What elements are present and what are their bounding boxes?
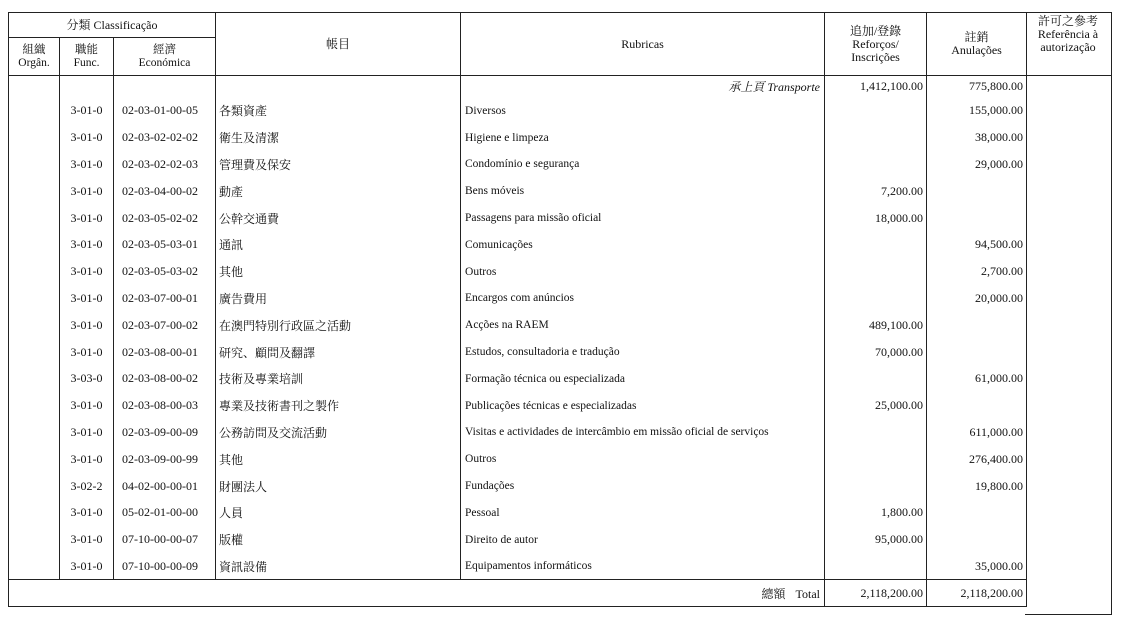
table-row — [9, 258, 1027, 285]
org-header-zh: 組織 — [22, 43, 46, 56]
anulacoes-header — [927, 13, 1027, 76]
func-code: 3-01-0 — [60, 339, 114, 366]
func-code: 3-01-0 — [60, 446, 114, 473]
econ-code: 02-03-04-00-02 — [114, 178, 216, 205]
table-row — [9, 446, 1027, 473]
reforcos-amount — [825, 365, 927, 392]
anulacoes-amount: 38,000.00 — [927, 124, 1027, 151]
func-code: 3-01-0 — [60, 526, 114, 553]
func-code: 3-01-0 — [60, 553, 114, 580]
rubrica-pt: Outros — [461, 446, 825, 473]
anulacoes-amount: 35,000.00 — [927, 553, 1027, 580]
anulacoes-header-zh: 註銷 — [964, 30, 989, 44]
func-code: 3-01-0 — [60, 392, 114, 419]
chapter-zh: 其他 — [216, 446, 461, 473]
total-row — [9, 580, 1027, 607]
rubrica-pt: Formação técnica ou especializada — [461, 365, 825, 392]
org-cell — [9, 526, 60, 553]
org-header-pt: Orgân. — [18, 56, 50, 69]
econ-code: 05-02-01-00-00 — [114, 499, 216, 526]
org-cell — [9, 231, 60, 258]
transport-label-pt: Transporte — [767, 80, 821, 95]
func-code: 3-01-0 — [60, 419, 114, 446]
reforcos-amount — [825, 151, 927, 178]
reforcos-amount — [825, 258, 927, 285]
reforcos-amount — [825, 553, 927, 580]
reforcos-amount: 95,000.00 — [825, 526, 927, 553]
table-row — [9, 231, 1027, 258]
table-body — [9, 76, 1027, 580]
anulacoes-amount: 94,500.00 — [927, 231, 1027, 258]
anulacoes-amount: 155,000.00 — [927, 98, 1027, 125]
chapter-zh: 公幹交通費 — [216, 205, 461, 232]
org-cell — [9, 392, 60, 419]
org-cell — [9, 285, 60, 312]
reforcos-amount — [825, 446, 927, 473]
total-label-pt: Total — [795, 586, 821, 601]
reference-header-pt2: autorização — [1040, 40, 1096, 54]
reference-header-pt1: Referência à — [1037, 27, 1099, 41]
anulacoes-amount: 19,800.00 — [927, 473, 1027, 500]
table-row — [9, 312, 1027, 339]
transport-label-zh: 承上頁 — [728, 80, 765, 95]
rubricas-header: Rubricas — [461, 13, 825, 76]
rubrica-pt: Condomínio e segurança — [461, 151, 825, 178]
rubrica-pt: Publicações técnicas e especializadas — [461, 392, 825, 419]
chapter-zh: 版權 — [216, 526, 461, 553]
reference-header-zh: 許可之參考 — [1037, 14, 1098, 28]
reforcos-amount: 25,000.00 — [825, 392, 927, 419]
chapter-zh: 通訊 — [216, 231, 461, 258]
org-cell — [9, 499, 60, 526]
chapter-header: 帳目 — [216, 13, 461, 76]
reforcos-header-zh: 追加/登錄 — [849, 23, 902, 38]
rubrica-pt: Encargos com anúncios — [461, 285, 825, 312]
reforcos-header — [825, 13, 927, 76]
econ-header-pt: Económica — [138, 56, 191, 69]
table-row — [9, 178, 1027, 205]
table-row — [9, 339, 1027, 366]
org-cell — [9, 446, 60, 473]
table-row — [9, 419, 1027, 446]
anulacoes-amount — [927, 526, 1027, 553]
anulacoes-amount — [927, 339, 1027, 366]
econ-code: 02-03-08-00-02 — [114, 365, 216, 392]
econ-code: 02-03-08-00-01 — [114, 339, 216, 366]
org-cell — [9, 312, 60, 339]
org-cell — [9, 258, 60, 285]
func-code: 3-01-0 — [60, 231, 114, 258]
anulacoes-amount — [927, 499, 1027, 526]
classification-header: 分類 Classificação — [9, 13, 216, 38]
econ-header-zh: 經濟 — [153, 43, 176, 56]
func-code: 3-01-0 — [60, 205, 114, 232]
econ-code: 02-03-02-02-03 — [114, 151, 216, 178]
reforcos-amount — [825, 98, 927, 125]
func-code: 3-02-2 — [60, 473, 114, 500]
chapter-zh: 衛生及清潔 — [216, 124, 461, 151]
transport-anulacoes: 775,800.00 — [927, 76, 1027, 98]
org-cell — [9, 553, 60, 580]
func-header — [60, 38, 114, 76]
reforcos-amount: 489,100.00 — [825, 312, 927, 339]
org-cell — [9, 473, 60, 500]
anulacoes-amount: 611,000.00 — [927, 419, 1027, 446]
chapter-zh: 財團法人 — [216, 473, 461, 500]
econ-code: 02-03-08-00-03 — [114, 392, 216, 419]
table-row — [9, 473, 1027, 500]
rubrica-pt: Pessoal — [461, 499, 825, 526]
func-code: 3-01-0 — [60, 499, 114, 526]
rubrica-pt: Direito de autor — [461, 526, 825, 553]
org-cell — [9, 151, 60, 178]
anulacoes-amount: 2,700.00 — [927, 258, 1027, 285]
func-code: 3-03-0 — [60, 365, 114, 392]
func-code: 3-01-0 — [60, 258, 114, 285]
econ-code: 02-03-05-03-01 — [114, 231, 216, 258]
rubrica-pt: Estudos, consultadoria e tradução — [461, 339, 825, 366]
chapter-zh: 在澳門特別行政區之活動 — [216, 312, 461, 339]
table-row — [9, 365, 1027, 392]
econ-code: 02-03-02-02-02 — [114, 124, 216, 151]
total-anulacoes: 2,118,200.00 — [927, 580, 1027, 607]
chapter-zh: 專業及技術書刊之製作 — [216, 392, 461, 419]
table-row — [9, 392, 1027, 419]
table-row — [9, 98, 1027, 125]
func-code: 3-01-0 — [60, 151, 114, 178]
transport-label — [461, 76, 825, 98]
chapter-zh: 各類資產 — [216, 98, 461, 125]
chapter-zh: 資訊設備 — [216, 553, 461, 580]
reforcos-amount — [825, 285, 927, 312]
func-code: 3-01-0 — [60, 285, 114, 312]
econ-code: 02-03-07-00-02 — [114, 312, 216, 339]
anulacoes-amount: 29,000.00 — [927, 151, 1027, 178]
econ-code: 02-03-09-00-09 — [114, 419, 216, 446]
total-label-zh: 總額 — [761, 586, 786, 601]
org-cell — [9, 178, 60, 205]
func-header-zh: 職能 — [75, 43, 98, 56]
org-header — [9, 38, 60, 76]
reforcos-header-pt2: Inscrições — [851, 49, 900, 64]
transport-reforcos: 1,412,100.00 — [825, 76, 927, 98]
econ-code: 07-10-00-00-07 — [114, 526, 216, 553]
table-row — [9, 205, 1027, 232]
rubrica-pt: Equipamentos informáticos — [461, 553, 825, 580]
econ-code: 07-10-00-00-09 — [114, 553, 216, 580]
anulacoes-amount: 276,400.00 — [927, 446, 1027, 473]
anulacoes-amount — [927, 312, 1027, 339]
anulacoes-amount — [927, 392, 1027, 419]
reference-header — [1025, 13, 1111, 76]
func-code: 3-01-0 — [60, 178, 114, 205]
org-cell — [9, 124, 60, 151]
total-label — [461, 580, 825, 607]
func-code: 3-01-0 — [60, 98, 114, 125]
econ-code: 02-03-05-03-02 — [114, 258, 216, 285]
rubrica-pt: Fundações — [461, 473, 825, 500]
reforcos-amount: 1,800.00 — [825, 499, 927, 526]
reference-column — [1025, 12, 1112, 615]
reforcos-amount — [825, 419, 927, 446]
chapter-zh: 動產 — [216, 178, 461, 205]
anulacoes-header-pt: Anulações — [951, 43, 1002, 57]
func-code: 3-01-0 — [60, 124, 114, 151]
rubrica-pt: Bens móveis — [461, 178, 825, 205]
org-cell — [9, 339, 60, 366]
econ-header — [114, 38, 216, 76]
chapter-zh: 公務訪問及交流活動 — [216, 419, 461, 446]
anulacoes-amount — [927, 205, 1027, 232]
anulacoes-amount: 61,000.00 — [927, 365, 1027, 392]
rubrica-pt: Comunicações — [461, 231, 825, 258]
table-row — [9, 526, 1027, 553]
table-row — [9, 499, 1027, 526]
table-row — [9, 124, 1027, 151]
econ-code: 02-03-09-00-99 — [114, 446, 216, 473]
anulacoes-amount — [927, 178, 1027, 205]
org-cell — [9, 205, 60, 232]
chapter-zh: 其他 — [216, 258, 461, 285]
table-row — [9, 151, 1027, 178]
econ-code: 02-03-01-00-05 — [114, 98, 216, 125]
reforcos-amount — [825, 231, 927, 258]
chapter-zh: 技術及專業培訓 — [216, 365, 461, 392]
rubrica-pt: Passagens para missão oficial — [461, 205, 825, 232]
total-reforcos: 2,118,200.00 — [825, 580, 927, 607]
reforcos-amount — [825, 473, 927, 500]
chapter-zh: 管理費及保安 — [216, 151, 461, 178]
func-header-pt: Func. — [73, 56, 100, 69]
table-row — [9, 285, 1027, 312]
econ-code: 02-03-07-00-01 — [114, 285, 216, 312]
chapter-zh: 研究、顧問及翻譯 — [216, 339, 461, 366]
econ-code: 04-02-00-00-01 — [114, 473, 216, 500]
econ-code: 02-03-05-02-02 — [114, 205, 216, 232]
func-code: 3-01-0 — [60, 312, 114, 339]
rubrica-pt: Acções na RAEM — [461, 312, 825, 339]
org-cell — [9, 365, 60, 392]
transport-row — [9, 76, 1027, 98]
org-cell — [9, 419, 60, 446]
table-row — [9, 553, 1027, 580]
reforcos-amount: 70,000.00 — [825, 339, 927, 366]
reforcos-amount — [825, 124, 927, 151]
rubrica-pt: Higiene e limpeza — [461, 124, 825, 151]
org-cell — [9, 98, 60, 125]
reforcos-amount: 18,000.00 — [825, 205, 927, 232]
anulacoes-amount: 20,000.00 — [927, 285, 1027, 312]
reforcos-amount: 7,200.00 — [825, 178, 927, 205]
rubrica-pt: Visitas e actividades de intercâmbio em missão oficial de serviços — [461, 419, 825, 446]
rubrica-pt: Outros — [461, 258, 825, 285]
reforcos-header-pt1: Reforços/ — [852, 36, 899, 51]
budget-table — [8, 12, 1027, 607]
chapter-zh: 人員 — [216, 499, 461, 526]
chapter-zh: 廣告費用 — [216, 285, 461, 312]
rubrica-pt: Diversos — [461, 98, 825, 125]
